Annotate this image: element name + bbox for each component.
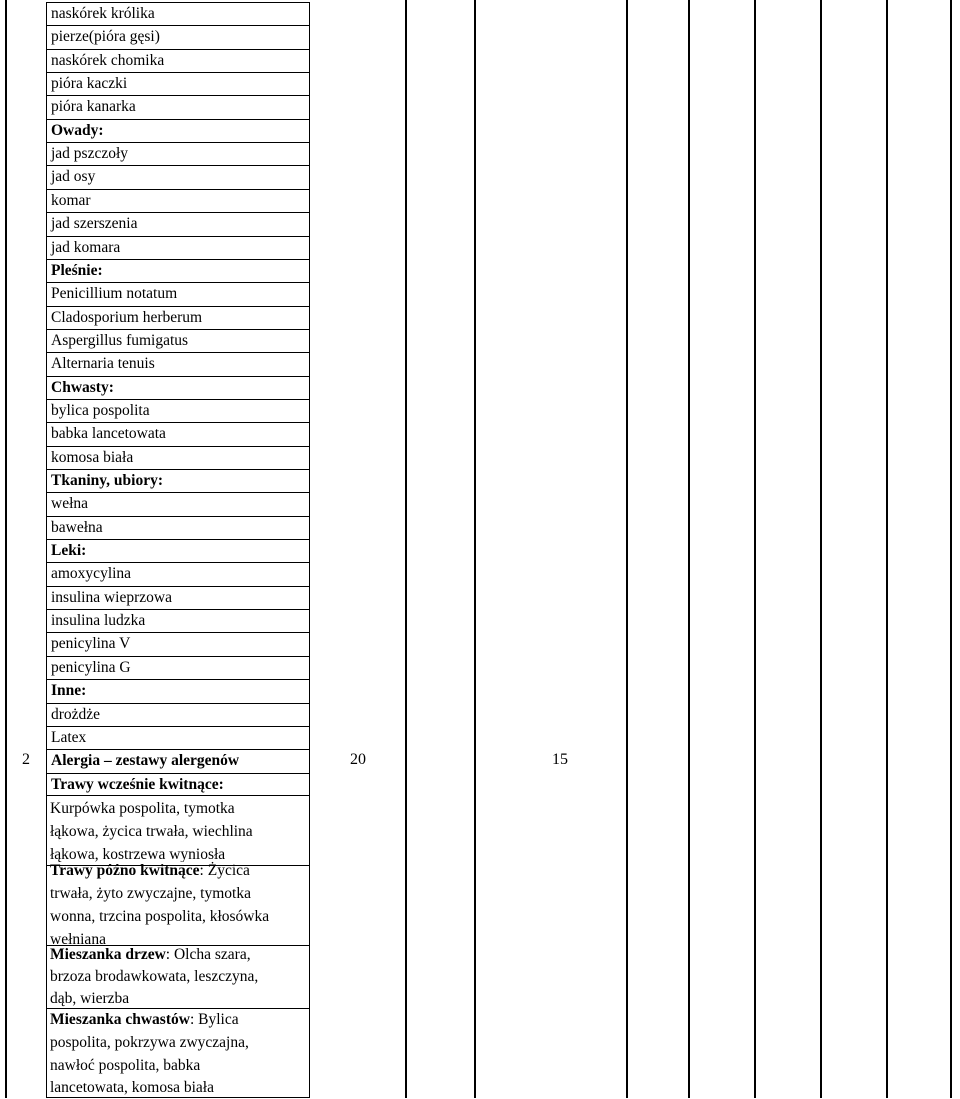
allergen-row (46, 703, 310, 726)
allergen-row (46, 306, 310, 329)
allergen-row (46, 119, 310, 142)
allergen-row (46, 95, 310, 119)
allergen-name: Leki: (51, 542, 87, 559)
allergen-name: babka lancetowata (51, 425, 166, 442)
allergen-row (46, 165, 310, 189)
allergen-row (46, 329, 310, 352)
row-line (50, 860, 250, 882)
allergen-row (46, 609, 310, 632)
allergen-name: jad szerszenia (51, 215, 138, 232)
allergen-name: jad osy (51, 168, 96, 185)
allergen-row (46, 492, 310, 516)
allergen-row (46, 446, 310, 469)
allergen-row (46, 25, 310, 49)
allergen-name: pióra kanarka (51, 98, 136, 115)
allergen-name: Latex (51, 729, 87, 746)
row-text: : Bylica (189, 1011, 239, 1028)
allergen-row-grasses-early (46, 795, 310, 865)
grid-line-6 (754, 0, 756, 1098)
allergen-name: jad komara (51, 239, 121, 256)
row-heading: Trawy późno kwitnące (50, 862, 200, 879)
row-line: pospolita, pokrzywa zwyczajna, (50, 1034, 249, 1051)
allergen-name: bylica pospolita (51, 402, 150, 419)
grid-line-3 (474, 0, 476, 1098)
row-line: łąkowa, życica trwała, wiechlina (50, 823, 253, 840)
row-text: : Życica (199, 862, 250, 879)
allergen-name: Aspergillus fumigatus (51, 332, 189, 349)
allergen-row (46, 399, 310, 422)
allergen-row (46, 562, 310, 586)
allergen-row (46, 469, 310, 492)
row-text: : Olcha szara, (165, 946, 251, 963)
allergen-row (46, 422, 310, 446)
quantity-cell-2: 15 (552, 751, 568, 768)
row-line: wełniana (50, 931, 106, 944)
row-line: lancetowata, komosa biała (50, 1079, 214, 1096)
allergen-row (46, 376, 310, 399)
allergen-row (46, 189, 310, 212)
allergen-name: insulina wieprzowa (51, 589, 172, 606)
grid-line-4 (626, 0, 628, 1098)
allergen-row (46, 2, 310, 25)
allergen-row (46, 656, 310, 679)
allergen-row (46, 516, 310, 539)
allergen-row (46, 72, 310, 95)
allergen-row-trees (46, 945, 310, 1008)
quantity-cell-1: 20 (350, 751, 366, 768)
allergen-row (46, 679, 310, 703)
row-line: dąb, wierzba (50, 990, 130, 1007)
row-line (50, 1009, 239, 1031)
row-line: łąkowa, kostrzewa wyniosła (50, 846, 226, 862)
allergen-name: Penicillium notatum (51, 285, 178, 302)
allergen-name: Alergia – zestawy alergenów (51, 752, 240, 769)
allergen-name: Cladosporium herberum (51, 309, 203, 326)
allergen-name: Trawy wcześnie kwitnące: (51, 776, 224, 793)
allergen-row (46, 586, 310, 609)
allergen-name: pierze(pióra gęsi) (51, 28, 160, 45)
allergen-name: Alternaria tenuis (51, 355, 155, 372)
allergen-row (46, 236, 310, 259)
allergen-name: wełna (51, 495, 89, 512)
allergen-name: bawełna (51, 519, 103, 536)
allergen-name: Inne: (51, 682, 87, 699)
grid-line-8 (886, 0, 888, 1098)
allergen-name: komosa biała (51, 449, 134, 466)
row-heading: Mieszanka drzew (50, 946, 166, 963)
allergen-name: Pleśnie: (51, 262, 103, 279)
allergen-row (46, 212, 310, 236)
allergen-name: amoxycylina (51, 565, 132, 582)
grid-line-9 (950, 0, 952, 1098)
allergen-name: penicylina G (51, 659, 131, 676)
allergen-name: naskórek królika (51, 5, 155, 22)
allergen-row (46, 632, 310, 656)
allergen-row (46, 142, 310, 165)
allergen-name: penicylina V (51, 635, 131, 652)
row-heading: Mieszanka chwastów (50, 1011, 190, 1028)
allergen-name: drożdże (51, 706, 101, 723)
allergen-row (46, 49, 310, 72)
allergen-row (46, 282, 310, 306)
grid-line-2 (405, 0, 407, 1098)
allergen-row (46, 352, 310, 376)
row-line: Kurpówka pospolita, tymotka (50, 800, 235, 817)
allergen-name: naskórek chomika (51, 52, 165, 69)
allergen-row-grasses-late (46, 862, 310, 945)
grid-line-1 (5, 0, 7, 1098)
row-line: nawłoć pospolita, babka (50, 1057, 201, 1074)
allergen-row (46, 259, 310, 282)
allergen-row (46, 749, 310, 773)
row-line: brzoza brodawkowata, leszczyna, (50, 968, 259, 985)
allergen-name: Chwasty: (51, 379, 114, 396)
row-number: 2 (22, 751, 30, 768)
allergen-name: pióra kaczki (51, 75, 128, 92)
allergen-name: Owady: (51, 122, 104, 139)
allergen-row (46, 773, 310, 796)
allergen-row (46, 726, 310, 749)
allergen-name: Tkaniny, ubiory: (51, 472, 163, 489)
row-line: trwała, żyto zwyczajne, tymotka (50, 885, 251, 902)
grid-line-7 (820, 0, 822, 1098)
row-line: wonna, trzcina pospolita, kłosówka (50, 908, 270, 925)
allergen-name: jad pszczoły (51, 145, 129, 162)
grid-line-5 (688, 0, 690, 1098)
allergen-row (46, 539, 310, 562)
allergen-name: komar (51, 192, 91, 209)
row-line (50, 944, 251, 966)
allergen-row-weeds (46, 1008, 310, 1098)
allergen-name: insulina ludzka (51, 612, 146, 629)
